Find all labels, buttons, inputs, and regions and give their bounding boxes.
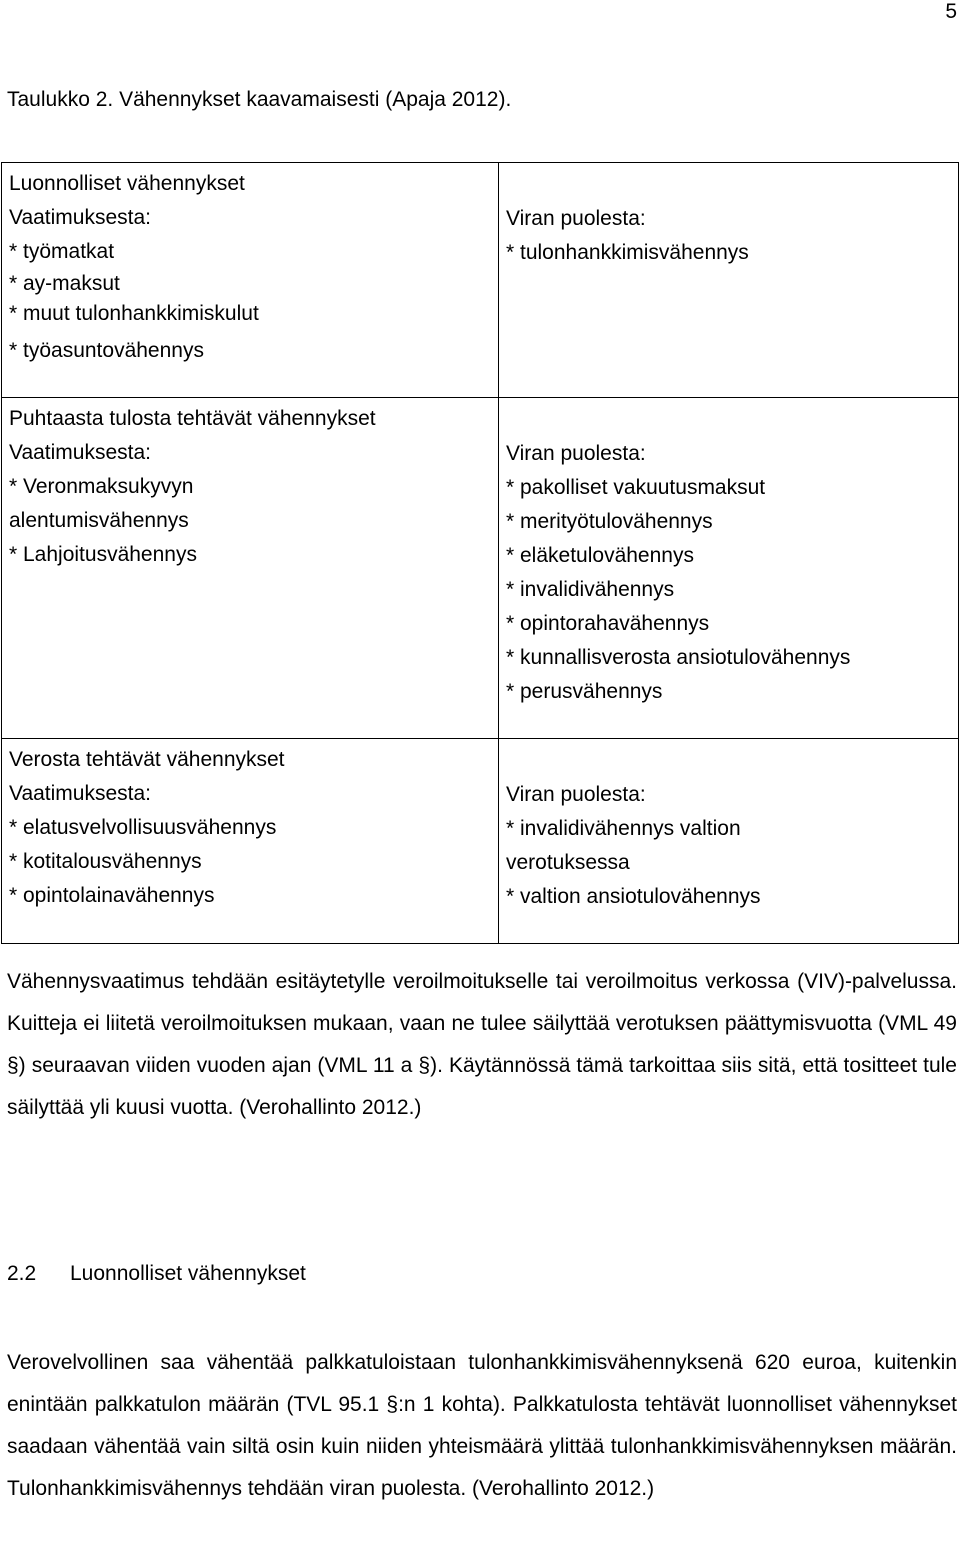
list-item: * perusvähennys: [506, 680, 663, 703]
table-row-net-income-deductions: [2, 398, 959, 739]
list-item: * eläketulovähennys: [506, 544, 694, 567]
list-item: * muut tulonhankkimiskulut: [9, 302, 259, 325]
list-item: * invalidivähennys: [506, 578, 675, 601]
body-paragraph: Vähennysvaatimus tehdään esitäytetylle veroilmoitukselle tai veroilmoitus verkossa (VIV)-palvelussa. Kuitteja ei liitetä veroilmoituksen mukaan, vaan ne tulee säilyttää verotuksen päättymisvuotta (VML 49 §) seuraavan viiden vuoden ajan (VML 11 a §). Käytännössä tämä tarkoittaa siis sitä, että tositteet tule säilyttää yli kuusi vuotta. (Verohallinto 2012.): [7, 970, 957, 1119]
list-item: * tulonhankkimisvähennys: [506, 241, 749, 264]
list-item: verotuksessa: [506, 851, 630, 874]
list-item: * valtion ansiotulovähennys: [506, 885, 761, 908]
table-cell-left: [2, 163, 499, 398]
table-cell-right: [499, 163, 959, 398]
list-item: * opintorahavähennys: [506, 612, 710, 635]
list-item: * kotitalousvähennys: [9, 850, 202, 873]
list-item: * työasuntovähennys: [9, 339, 204, 362]
list-item: * ay-maksut: [9, 272, 120, 295]
list-item: alentumisvähennys: [9, 509, 189, 532]
list-item: * työmatkat: [9, 240, 115, 263]
cell-subtitle: Vaatimuksesta:: [9, 441, 152, 464]
list-item: * invalidivähennys valtion: [506, 817, 741, 840]
list-item: * kunnallisverosta ansiotulovähennys: [506, 646, 851, 669]
cell-subtitle: Viran puolesta:: [506, 783, 646, 806]
section-number: 2.2: [7, 1262, 37, 1285]
list-item: * pakolliset vakuutusmaksut: [506, 476, 766, 499]
cell-subtitle: Vaatimuksesta:: [9, 206, 152, 229]
body-paragraph: Verovelvollinen saa vähentää palkkatuloistaan tulonhankkimisvähennyksenä 620 euroa, kuitenkin enintään palkkatulon määrän (TVL 95.1 §:n 1 kohta). Palkkatulosta tehtävät luonnolliset vähennykset saadaan vähentää vain siltä osin kuin niiden yhteismäärä ylittää tulonhankkimisvähennyksen määrän. Tulonhankkimisvähennys tehdään viran puolesta. (Verohallinto 2012.): [7, 1351, 957, 1500]
cell-title: Verosta tehtävät vähennykset: [9, 748, 285, 771]
list-item: * opintolainavähennys: [9, 884, 215, 907]
page-number: 5: [945, 0, 957, 23]
list-item: * elatusvelvollisuusvähennys: [9, 816, 277, 839]
table-cell-left: [2, 398, 499, 739]
table-caption: Taulukko 2. Vähennykset kaavamaisesti (Apaja 2012).: [7, 88, 512, 111]
table-cell-right: [499, 739, 959, 944]
cell-subtitle: Viran puolesta:: [506, 442, 646, 465]
section-heading: [7, 1262, 306, 1286]
cell-title: Luonnolliset vähennykset: [9, 172, 245, 195]
section-title: Luonnolliset vähennykset: [70, 1262, 306, 1285]
table-cell-right: [499, 398, 959, 739]
cell-title: Puhtaasta tulosta tehtävät vähennykset: [9, 407, 376, 430]
list-item: * Lahjoitusvähennys: [9, 543, 197, 566]
table-cell-left: [2, 739, 499, 944]
list-item: * merityötulovähennys: [506, 510, 713, 533]
deductions-table: [1, 162, 959, 944]
table-row-natural-deductions: [2, 163, 959, 398]
table-row-tax-deductions: [2, 739, 959, 944]
cell-subtitle: Vaatimuksesta:: [9, 782, 152, 805]
cell-subtitle: Viran puolesta:: [506, 207, 646, 230]
list-item: * Veronmaksukyvyn: [9, 475, 194, 498]
